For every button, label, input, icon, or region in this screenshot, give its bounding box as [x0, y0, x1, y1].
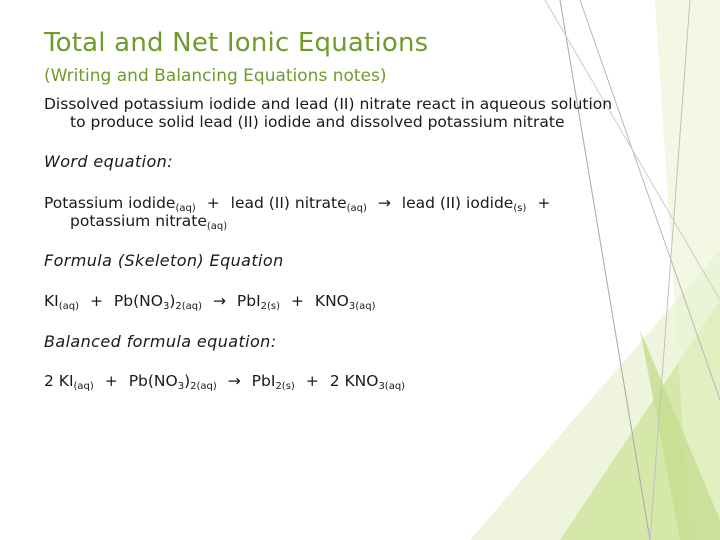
state-label: (aq): [206, 221, 228, 232]
formula-2kno3: 2 $KNO_{3(aq)}$: [329, 372, 406, 392]
state-label: 2(aq): [175, 301, 203, 312]
state-label: 2(s): [260, 301, 281, 312]
reactant-lead-nitrate: lead (II) nitrate: [230, 194, 347, 212]
reaction-arrow-icon: →: [227, 372, 241, 390]
balanced-equation: [44, 372, 405, 392]
state-label: (s): [513, 203, 527, 214]
state-label: 3(aq): [348, 301, 376, 312]
product-potassium-nitrate: potassium nitrate: [70, 212, 207, 230]
state-label: 2(aq): [190, 381, 217, 392]
plus-sign: +: [89, 292, 103, 310]
intro-line-2: to produce solid lead (II) iodide and dissolved potassium nitrate: [70, 113, 565, 131]
formula-pbno3: $Pb(NO_3)_{2(aq)}$: [128, 372, 217, 392]
plus-sign: +: [290, 292, 304, 310]
formula-pbno3: $Pb(NO_3)_{2(aq)}$: [113, 292, 203, 312]
plus-sign: +: [206, 194, 220, 212]
formula-equation-heading: Formula (Skeleton) Equation: [44, 251, 284, 270]
reactant-potassium-iodide: Potassium iodide: [44, 194, 176, 212]
word-equation-line-1: [44, 194, 556, 214]
balanced-equation-heading: Balanced formula equation:: [44, 332, 277, 351]
state-label: (aq): [175, 203, 196, 214]
formula-equation: [44, 292, 376, 312]
plus-sign: +: [104, 372, 118, 390]
formula-pbi2: PbI$_{2(s)}$: [251, 372, 295, 392]
reaction-arrow-icon: →: [377, 194, 391, 212]
word-equation-heading: Word equation:: [44, 152, 174, 171]
product-lead-iodide: lead (II) iodide: [401, 194, 514, 212]
state-label: (aq): [346, 203, 367, 214]
slide-title: Total and Net Ionic Equations: [44, 28, 429, 58]
slide-subtitle: (Writing and Balancing Equations notes): [44, 66, 387, 86]
formula-2ki: 2 KI: [44, 372, 74, 390]
formula-kno3: $KNO_{3(aq)}$: [314, 292, 376, 312]
formula-ki: KI: [44, 292, 59, 310]
plus-sign: +: [305, 372, 319, 390]
formula-pbi2: PbI$_{2(s)}$: [236, 292, 281, 312]
plus-sign: +: [537, 194, 551, 212]
reaction-arrow-icon: →: [212, 292, 226, 310]
state-label: (aq): [58, 301, 80, 312]
state-label: 3(aq): [378, 381, 406, 392]
word-equation-line-2: [70, 212, 227, 232]
state-label: 2(s): [275, 381, 295, 392]
state-label: (aq): [73, 381, 94, 392]
intro-line-1: Dissolved potassium iodide and lead (II) nitrate react in aqueous solution: [44, 95, 613, 113]
